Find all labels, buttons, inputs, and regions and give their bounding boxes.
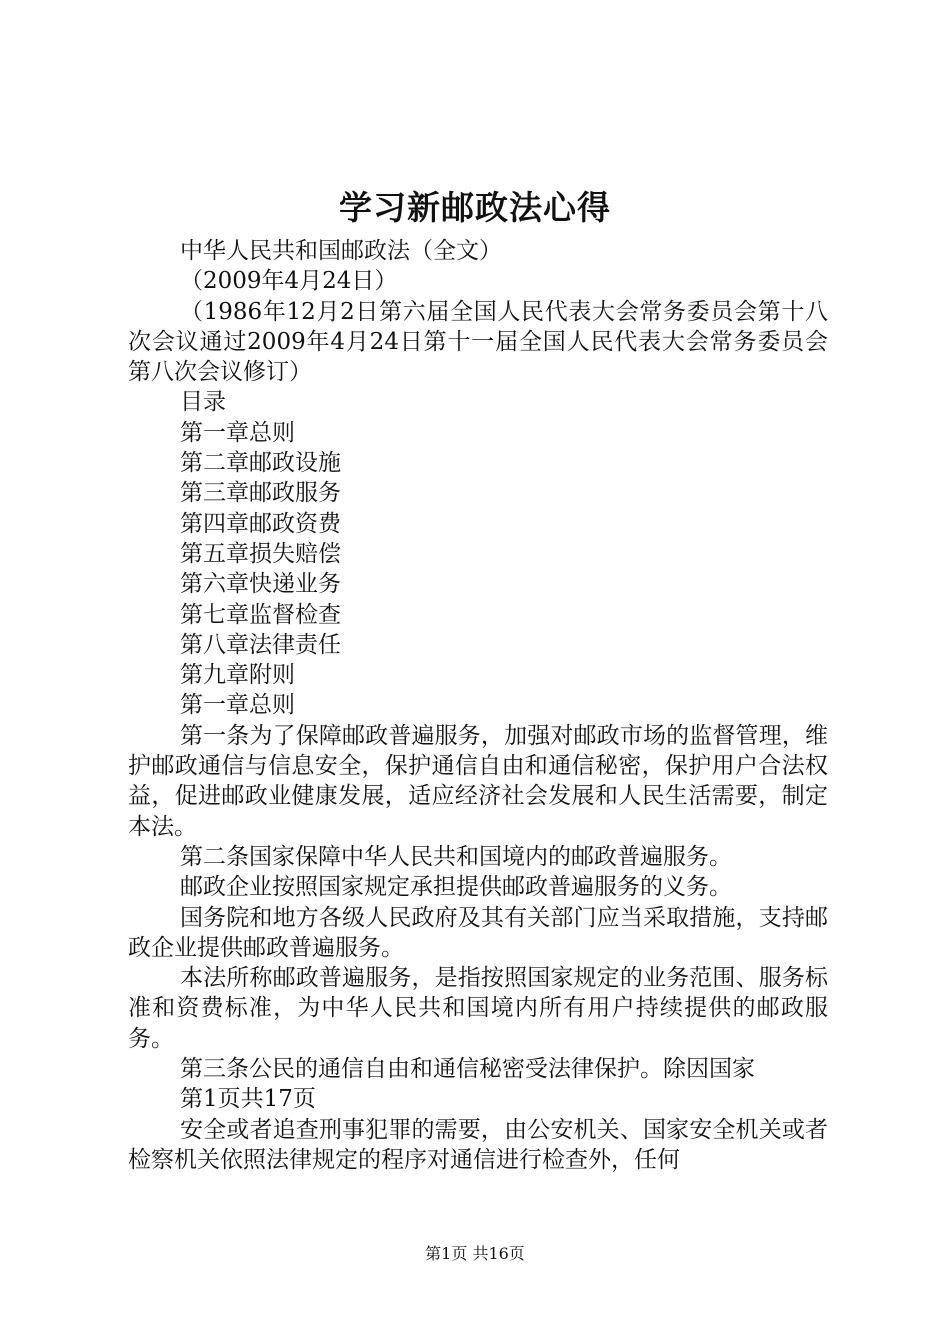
body-paragraph: 中华人民共和国邮政法（全文） xyxy=(180,238,502,264)
body-paragraph: 国务院和地方各级人民政府及其有关部门应当采取措施，支持邮政企业提供邮政普遍服务。 xyxy=(128,904,828,961)
body-paragraph: 第一章总则 xyxy=(180,692,295,719)
body-paragraph: 第九章附则 xyxy=(180,662,295,689)
body-paragraph: 第二条国家保障中华人民共和国境内的邮政普遍服务。 xyxy=(180,843,732,870)
body-paragraph: 第二章邮政设施 xyxy=(180,450,341,477)
body-paragraph: 第八章法律责任 xyxy=(180,631,341,658)
body-paragraph: 第五章损失赔偿 xyxy=(180,540,341,567)
body-paragraph: 安全或者追查刑事犯罪的需要，由公安机关、国家安全机关或者检察机关依照法律规定的程序对通信进行检查外，任何 xyxy=(128,1116,828,1173)
body-paragraph: 第六章快递业务 xyxy=(180,571,341,598)
body-paragraph: 第一章总则 xyxy=(180,419,295,446)
body-paragraph: 第一条为了保障邮政普遍服务，加强对邮政市场的监督管理，维护邮政通信与信息安全，保护通信自由和通信秘密，保护用户合法权益，促进邮政业健康发展，适应经济社会发展和人民生活需要，制定本法。 xyxy=(128,722,828,840)
body-paragraph: （1986年12月2日第六届全国人民代表大会常务委员会第十八次会议通过2009年4月24日第十一届全国人民代表大会常务委员会第八次会议修订） xyxy=(128,298,828,386)
document-title: 学习新邮政法心得 xyxy=(339,188,611,227)
page-footer: 第1页 共16页 xyxy=(425,1244,525,1263)
body-paragraph: 邮政企业按照国家规定承担提供邮政普遍服务的义务。 xyxy=(180,874,732,901)
document-body xyxy=(128,236,828,1175)
body-paragraph: 目录 xyxy=(180,389,226,416)
body-paragraph: 本法所称邮政普遍服务，是指按照国家规定的业务范围、服务标准和资费标准，为中华人民共和国境内所有用户持续提供的邮政服务。 xyxy=(128,965,828,1052)
body-paragraph: 第七章监督检查 xyxy=(180,601,341,628)
body-paragraph: 第三章邮政服务 xyxy=(180,480,341,507)
body-paragraph: 第三条公民的通信自由和通信秘密受法律保护。除因国家 xyxy=(180,1056,755,1083)
body-paragraph: 第1页共17页 xyxy=(180,1086,316,1113)
body-paragraph: （2009年4月24日） xyxy=(180,268,398,295)
body-paragraph: 第四章邮政资费 xyxy=(180,510,341,537)
